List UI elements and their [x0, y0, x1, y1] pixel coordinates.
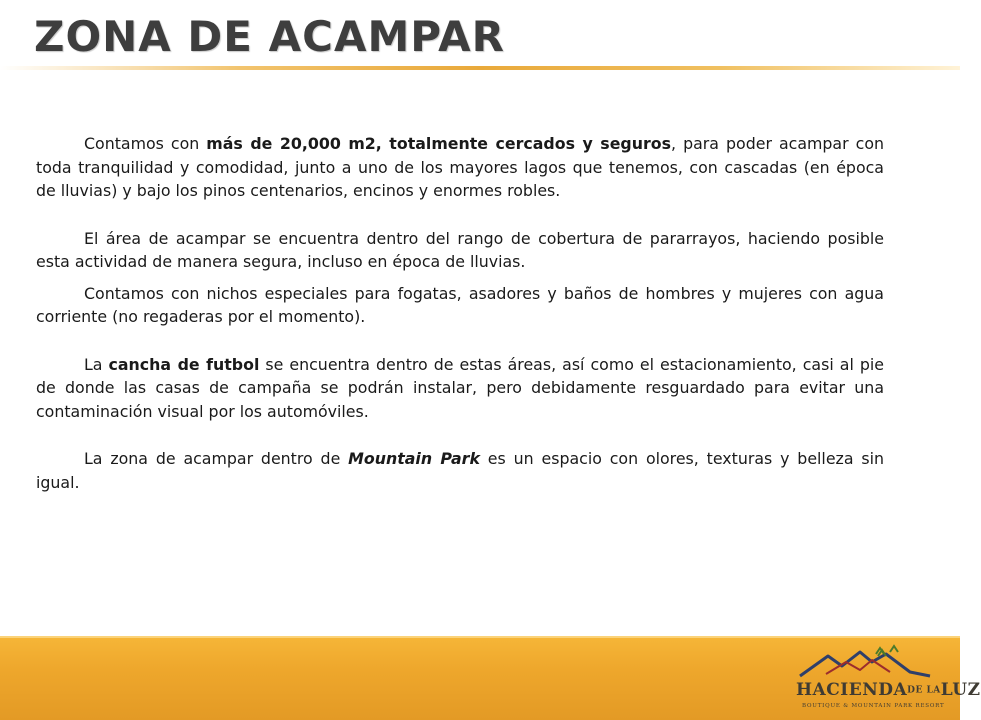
- paragraph-1: [36, 132, 884, 203]
- paragraph-5: [36, 447, 884, 494]
- p5-text-a: La zona de acampar dentro de: [84, 449, 349, 468]
- p1-bold: más de 20,000 m2, totalmente cercados y seguros: [206, 134, 672, 153]
- paragraph-2: [36, 227, 884, 274]
- logo-tagline: BOUTIQUE & MOUNTAIN PARK RESORT: [802, 703, 945, 709]
- p3-text: Contamos con nichos especiales para fogatas, asadores y baños de hombres y mujeres con agua corriente (no regaderas por el momento).: [36, 283, 884, 326]
- p5-bold-italic: Mountain Park: [348, 449, 480, 468]
- title-underline: [0, 66, 960, 70]
- p1-text-b: , para poder acampar con toda tranquilidad y comodidad, junto a uno de los mayores lagos que tenemos, con cascadas (en época de lluvias) y bajo los pinos centenarios, encinos y enormes robles.: [36, 134, 884, 200]
- logo-name-small: DE LA: [907, 685, 941, 696]
- footer-highlight: [0, 636, 960, 638]
- p4-text-b: se encuentra dentro de estas áreas, así como el estacionamiento, casi al pie de donde las casas de campaña se podrán instalar, pero debidamente resguardado para evitar una contaminación visual por los automóviles.: [36, 354, 885, 421]
- p4-bold: cancha de futbol: [108, 354, 260, 374]
- logo-name-end: LUZ: [940, 680, 981, 700]
- p5-text-b: es un espacio con olores, texturas y belleza sin igual.: [36, 449, 884, 492]
- logo-name-main: HACIENDA: [796, 680, 908, 700]
- slide-title: ZONA DE ACAMPAR: [34, 12, 506, 61]
- logo-wordmark: [796, 680, 981, 700]
- body-text: [36, 132, 884, 494]
- p1-text-a: Contamos con: [84, 134, 207, 153]
- p4-text-a: La: [84, 354, 109, 374]
- paragraph-3: [36, 282, 884, 329]
- paragraph-4: [36, 353, 884, 424]
- p2-text: El área de acampar se encuentra dentro del rango de cobertura de pararrayos, haciendo posible esta actividad de manera segura, incluso en época de lluvias.: [36, 228, 884, 271]
